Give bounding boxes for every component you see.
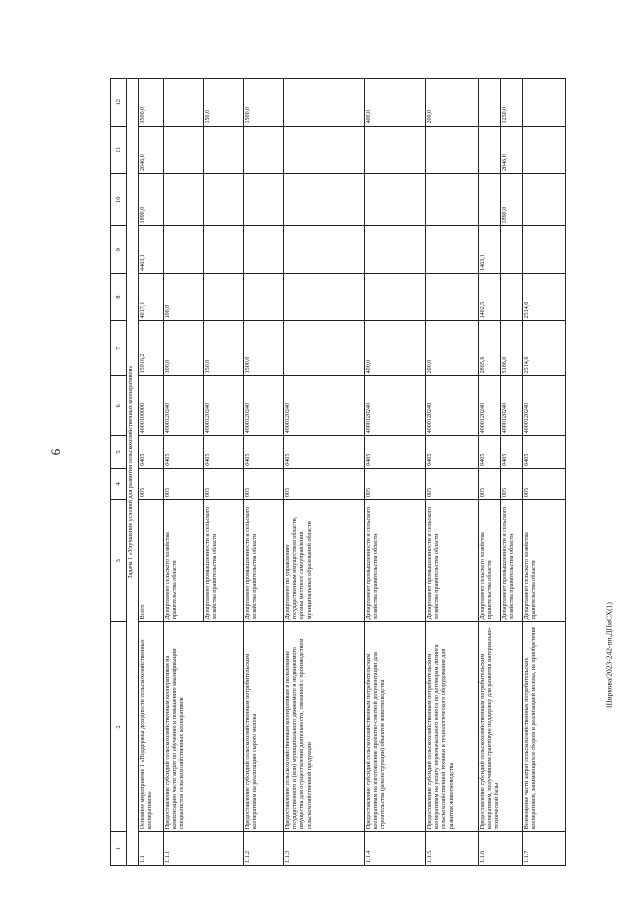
- year-cell: 1463,1: [479, 226, 501, 273]
- year-cell: [284, 174, 365, 226]
- table-row: [139, 79, 164, 866]
- year-cell: [523, 126, 566, 173]
- grbs-cell: 005: [164, 468, 204, 499]
- total-cell: 1500,0: [244, 321, 284, 376]
- table-row: [244, 79, 284, 866]
- year-cell: [164, 79, 204, 127]
- grbs-cell: 005: [365, 468, 426, 499]
- csr-cell: 4000100000: [139, 376, 164, 436]
- year-cell: 150,0: [204, 79, 244, 127]
- csr-cell: 4000120240: [426, 376, 479, 436]
- header-cell: 10: [111, 174, 127, 226]
- table-row: [426, 79, 479, 866]
- header-cell: 8: [111, 273, 127, 320]
- row-executor: Департамент сельского хозяйства правительства области: [164, 500, 204, 622]
- year-cell: [244, 226, 284, 273]
- row-executor: Департамент промышленности и сельского хозяйства правительства области: [501, 500, 523, 622]
- header-row: [111, 79, 127, 866]
- table-row: [164, 79, 204, 866]
- document-reference: Ширкова/2023-242-пп.ДПиСХ(1): [604, 602, 614, 708]
- grbs-cell: 005: [479, 468, 501, 499]
- total-cell: 100,0: [164, 321, 204, 376]
- year-cell: [204, 126, 244, 173]
- year-cell: [244, 174, 284, 226]
- header-cell: 1: [111, 832, 127, 866]
- task-row: [127, 79, 139, 866]
- row-name: Возмещение части затрат сельскохозяйственных потребительских кооперативов, занимающихся сбором и реализацией молока, на приобретение: [523, 622, 566, 832]
- grbs-cell: 005: [139, 468, 164, 499]
- year-cell: [365, 126, 426, 173]
- year-cell: [204, 273, 244, 320]
- year-cell: [244, 273, 284, 320]
- header-cell: 12: [111, 79, 127, 127]
- year-cell: [479, 174, 501, 226]
- total-cell: 5186,0: [501, 321, 523, 376]
- row-name: Предоставление субсидий сельскохозяйственным потребительским кооперативам на реализацию сырого молока: [244, 622, 284, 832]
- row-number: 1.1: [139, 832, 164, 866]
- page-number: 6: [48, 448, 63, 456]
- row-executor: Департамент промышленности и сельского хозяйства правительства области: [244, 500, 284, 622]
- year-cell: 1402,5: [479, 273, 501, 320]
- year-cell: [284, 226, 365, 273]
- year-cell: 1250,0: [501, 79, 523, 127]
- year-cell: [479, 79, 501, 127]
- year-cell: [365, 174, 426, 226]
- row-name: Предоставление субсидий сельскохозяйственным потребительским кооперативам, получившим грантовую поддержку для развития материально-технической базы: [479, 622, 523, 832]
- row-name: Предоставление сельскохозяйственным кооперативам в пользование государственного и (или) муниципального движимого и недвижимого имущества для осуществления деятельности, связанной с производством сельскохозяйственной продукции: [284, 622, 365, 832]
- total-cell: 400,0: [365, 321, 426, 376]
- year-cell: 1500,0: [244, 79, 284, 127]
- row-executor: Всего: [139, 500, 164, 622]
- total-cell: 2865,6: [479, 321, 501, 376]
- rzpr-cell: 0405: [164, 436, 204, 468]
- row-name: Предоставление субсидий сельскохозяйственным кооперативам на компенсацию части затрат по обучению и повышению квалификации специалистов сельскохозяйственных кооперативов: [164, 622, 244, 832]
- rzpr-cell: 0405: [426, 436, 479, 468]
- table-row: [365, 79, 426, 866]
- row-executor: Департамент промышленности и сельского хозяйства правительства области: [365, 500, 426, 622]
- year-cell: 2046,0: [139, 126, 164, 173]
- year-cell: [164, 126, 204, 173]
- year-cell: [426, 226, 479, 273]
- header-cell: 11: [111, 126, 127, 173]
- row-executor: Департамент сельского хозяйства правительства области: [479, 500, 501, 622]
- year-cell: 1890,0: [501, 174, 523, 226]
- grbs-cell: 005: [204, 468, 244, 499]
- program-table: [110, 78, 566, 866]
- rzpr-cell: 0405: [365, 436, 426, 468]
- year-cell: [365, 226, 426, 273]
- year-cell: [523, 79, 566, 127]
- rotated-table-container: [110, 78, 538, 866]
- rzpr-cell: 0405: [284, 436, 365, 468]
- row-number: 1.1.6: [479, 832, 523, 866]
- year-cell: 4463,1: [139, 226, 164, 273]
- year-cell: [284, 126, 365, 173]
- rzpr-cell: 0405: [204, 436, 244, 468]
- year-cell: 200,0: [426, 79, 479, 127]
- row-number: 1.1.5: [426, 832, 479, 866]
- year-cell: [204, 174, 244, 226]
- year-cell: 4017,1: [139, 273, 164, 320]
- table-frame: [110, 78, 538, 866]
- total-cell: 15916,2: [139, 321, 164, 376]
- header-cell: 5: [111, 436, 127, 468]
- grbs-cell: 005: [244, 468, 284, 499]
- grbs-cell: 005: [501, 468, 523, 499]
- row-executor: Департамент промышленности и сельского хозяйства правительства области: [426, 500, 479, 622]
- year-cell: [523, 174, 566, 226]
- row-number: 1.1.3: [284, 832, 365, 866]
- year-cell: [479, 126, 501, 173]
- table-row: [479, 79, 501, 866]
- row-name: Предоставление субсидий сельскохозяйственным потребительским кооперативам на уплату первоначального взноса по договорам лизинга сельскохозяйственной техники и технологического оборудования для развития животноводства: [426, 622, 479, 832]
- year-cell: [244, 126, 284, 173]
- year-cell: [284, 273, 365, 320]
- year-cell: [426, 174, 479, 226]
- year-cell: [204, 226, 244, 273]
- year-cell: [164, 174, 204, 226]
- year-cell: [164, 226, 204, 273]
- csr-cell: 4000120240: [523, 376, 566, 436]
- csr-cell: 4000120240: [284, 376, 365, 436]
- row-name: Основное мероприятие 1 «Поддержка доходности сельскохозяйственных кооперативов»: [139, 622, 164, 832]
- rzpr-cell: 0405: [501, 436, 523, 468]
- row-executor: Департамент промышленности и сельского хозяйства правительства области: [204, 500, 244, 622]
- total-cell: 2514,6: [523, 321, 566, 376]
- csr-cell: 4000120240: [204, 376, 244, 436]
- year-cell: 2514,6: [523, 273, 566, 320]
- header-cell: 7: [111, 321, 127, 376]
- row-number: 1.1.2: [244, 832, 284, 866]
- csr-cell: 4000120240: [365, 376, 426, 436]
- grbs-cell: 005: [523, 468, 566, 499]
- task-title: Задача 1 «Улучшение условий для развития сельскохозяйственных кооперативов»: [127, 79, 139, 866]
- year-cell: [501, 226, 523, 273]
- rzpr-cell: 0405: [139, 436, 164, 468]
- row-executor: Департамент по управлению государственным имуществом области, органы местного самоуправления муниципальных образований области: [284, 500, 365, 622]
- table-row: [523, 79, 566, 866]
- grbs-cell: 005: [284, 468, 365, 499]
- header-cell: 9: [111, 226, 127, 273]
- header-cell: 4: [111, 468, 127, 499]
- row-number: 1.1.1: [164, 832, 244, 866]
- total-cell: 200,0: [426, 321, 479, 376]
- year-cell: [501, 273, 523, 320]
- year-cell: 1890,0: [139, 174, 164, 226]
- year-cell: 100,0: [164, 273, 204, 320]
- csr-cell: 4000120240: [479, 376, 501, 436]
- total-cell: [284, 321, 365, 376]
- total-cell: 150,0: [204, 321, 244, 376]
- year-cell: 2046,0: [501, 126, 523, 173]
- year-cell: 3500,0: [139, 79, 164, 127]
- header-cell: 6: [111, 376, 127, 436]
- year-cell: [426, 273, 479, 320]
- rzpr-cell: 0405: [244, 436, 284, 468]
- csr-cell: 4000120240: [164, 376, 204, 436]
- csr-cell: 4000120240: [501, 376, 523, 436]
- rzpr-cell: 0405: [523, 436, 566, 468]
- row-executor: Департамент сельского хозяйства правительства области: [523, 500, 566, 622]
- rzpr-cell: 0405: [479, 436, 501, 468]
- table-row: [284, 79, 365, 866]
- header-cell: 2: [111, 622, 127, 832]
- row-number: 1.1.4: [365, 832, 426, 866]
- grbs-cell: 005: [426, 468, 479, 499]
- year-cell: 400,0: [365, 79, 426, 127]
- csr-cell: 4000120240: [244, 376, 284, 436]
- row-number: 1.1.7: [523, 832, 566, 866]
- row-name: Предоставление субсидий сельскохозяйственным потребительским кооперативам на изготовление проектно-сметной документации для строительства (реконструкции) объектов животноводства: [365, 622, 426, 832]
- year-cell: [284, 79, 365, 127]
- year-cell: [365, 273, 426, 320]
- year-cell: [523, 226, 566, 273]
- year-cell: [426, 126, 479, 173]
- header-cell: 3: [111, 500, 127, 622]
